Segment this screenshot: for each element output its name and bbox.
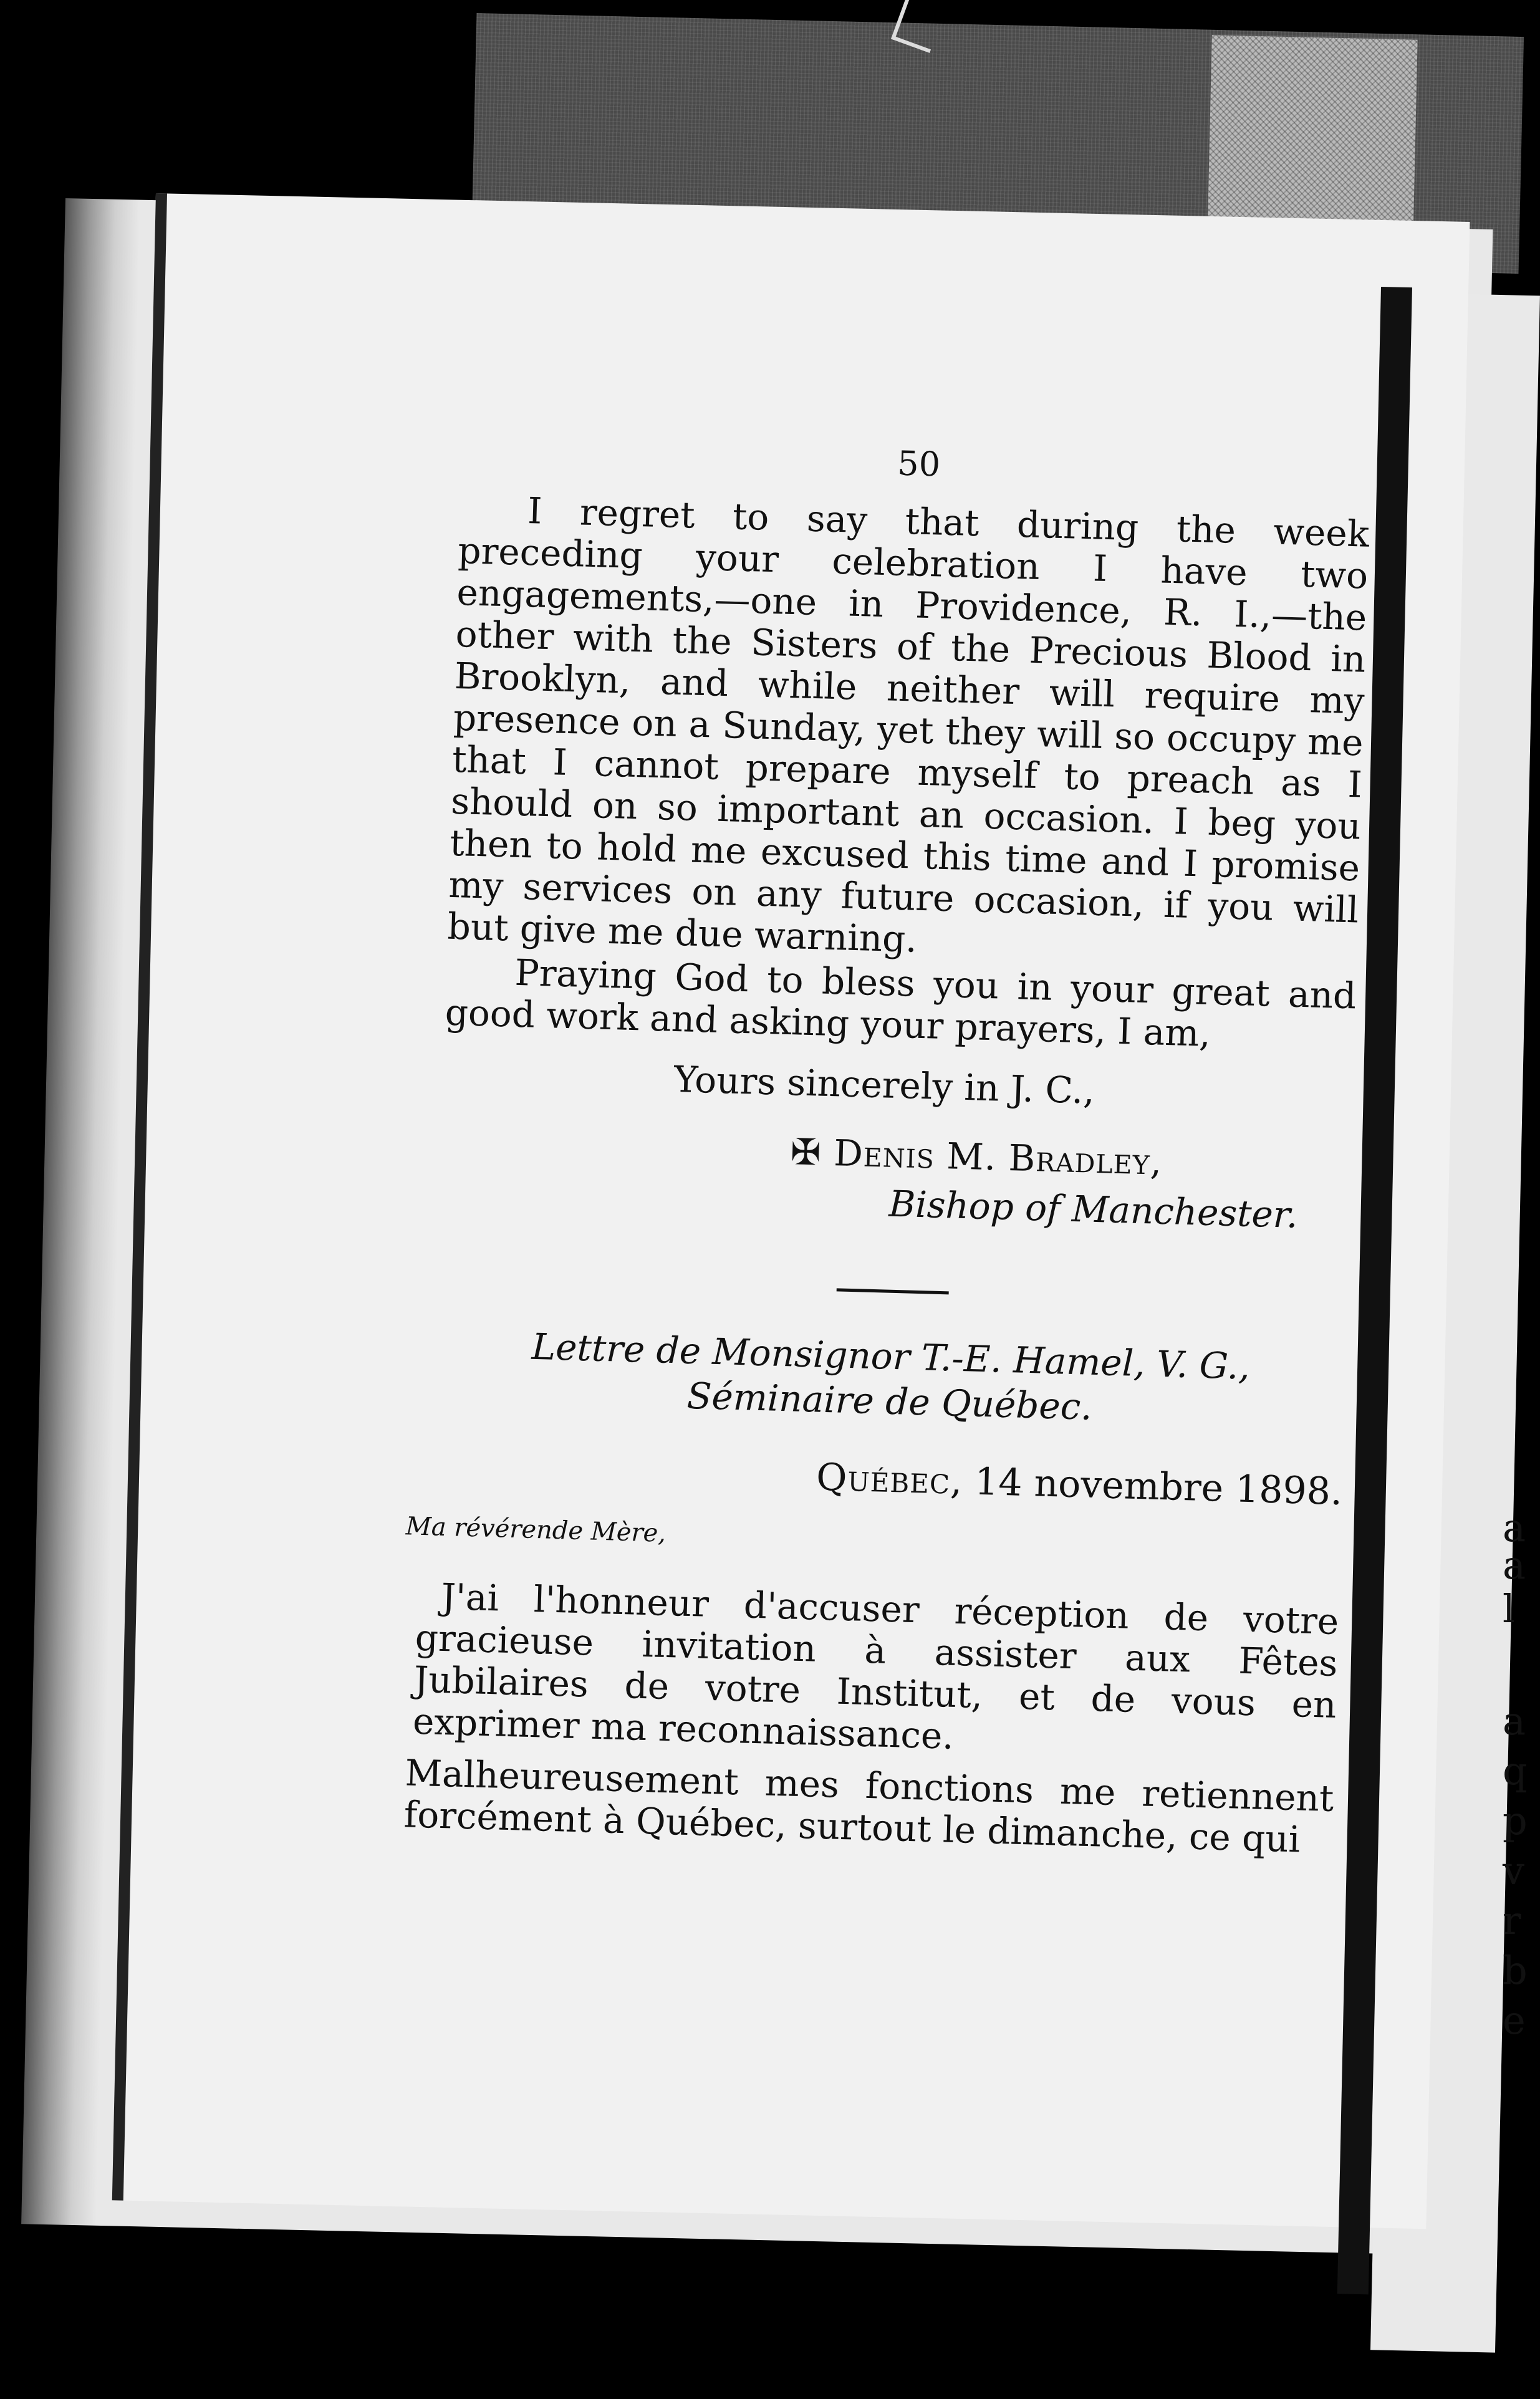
- facing-page-fragment: q: [1503, 1748, 1528, 1794]
- letter-closing: Yours sincerely in J. C.,: [673, 1057, 1095, 1112]
- page-text: [403, 430, 1371, 1862]
- book-cover-cloth-light: [1207, 35, 1417, 245]
- signer-title: Bishop of Manchester.: [888, 1182, 1299, 1236]
- facing-page-fragment: p: [1503, 1798, 1528, 1844]
- letter-heading: Lettre de Monsignor T.-E. Hamel, V. G., Séminaire de Québec.: [531, 1325, 1251, 1428]
- facing-page-fragment: r: [1503, 1898, 1521, 1943]
- letter-paragraph: Praying God to bless you in your great and good work and asking your prayers, I am,: [444, 951, 1357, 1055]
- signer-name: Denis M. Bradley,: [833, 1132, 1163, 1183]
- dateline-place: Québec,: [816, 1455, 964, 1504]
- facing-page-fragment: v: [1503, 1848, 1525, 1893]
- cross-icon: ✠: [789, 1130, 822, 1174]
- facing-page-fragment: l: [1503, 1586, 1515, 1632]
- letter-paragraph: J'ai l'honneur d'accuser réception de votre gracieuse invitation à assister aux Fêtes Jubilaires de votre Institut, et de vous en exprimer ma reconnaissance.: [412, 1575, 1340, 1757]
- facing-page-fragment: a: [1503, 1698, 1526, 1744]
- page-number: 50: [897, 443, 941, 484]
- dateline: [432, 1446, 1343, 1513]
- facing-page-fragment: b: [1503, 1948, 1528, 1993]
- salutation: Ma révérende Mère,: [405, 1512, 667, 1548]
- facing-page-fragment: a: [1503, 1542, 1526, 1588]
- section-divider: [837, 1288, 949, 1294]
- letter-paragraph: Malheureusement mes fonctions me retiennent forcément à Québec, surtout le dimanche, ce qui: [403, 1751, 1335, 1861]
- dateline-date: 14 novembre 1898.: [974, 1459, 1343, 1514]
- letter-paragraph: I regret to say that during the week preceding your celebration I have two engagements,—one in Providence, R. I.,—the other with the Sisters of the Precious Blood in Brooklyn, and while neither will require my presence on a Sunday, yet they will so occupy me that I cannot prepare myself to preach as I should on so important an occasion. I beg you then to hold me excused this time and I promise my services on any future occasion, if you will but give me due warning.: [446, 489, 1370, 961]
- facing-page-fragment: a: [1503, 1505, 1526, 1550]
- facing-page-fragment: e: [1503, 1998, 1526, 2043]
